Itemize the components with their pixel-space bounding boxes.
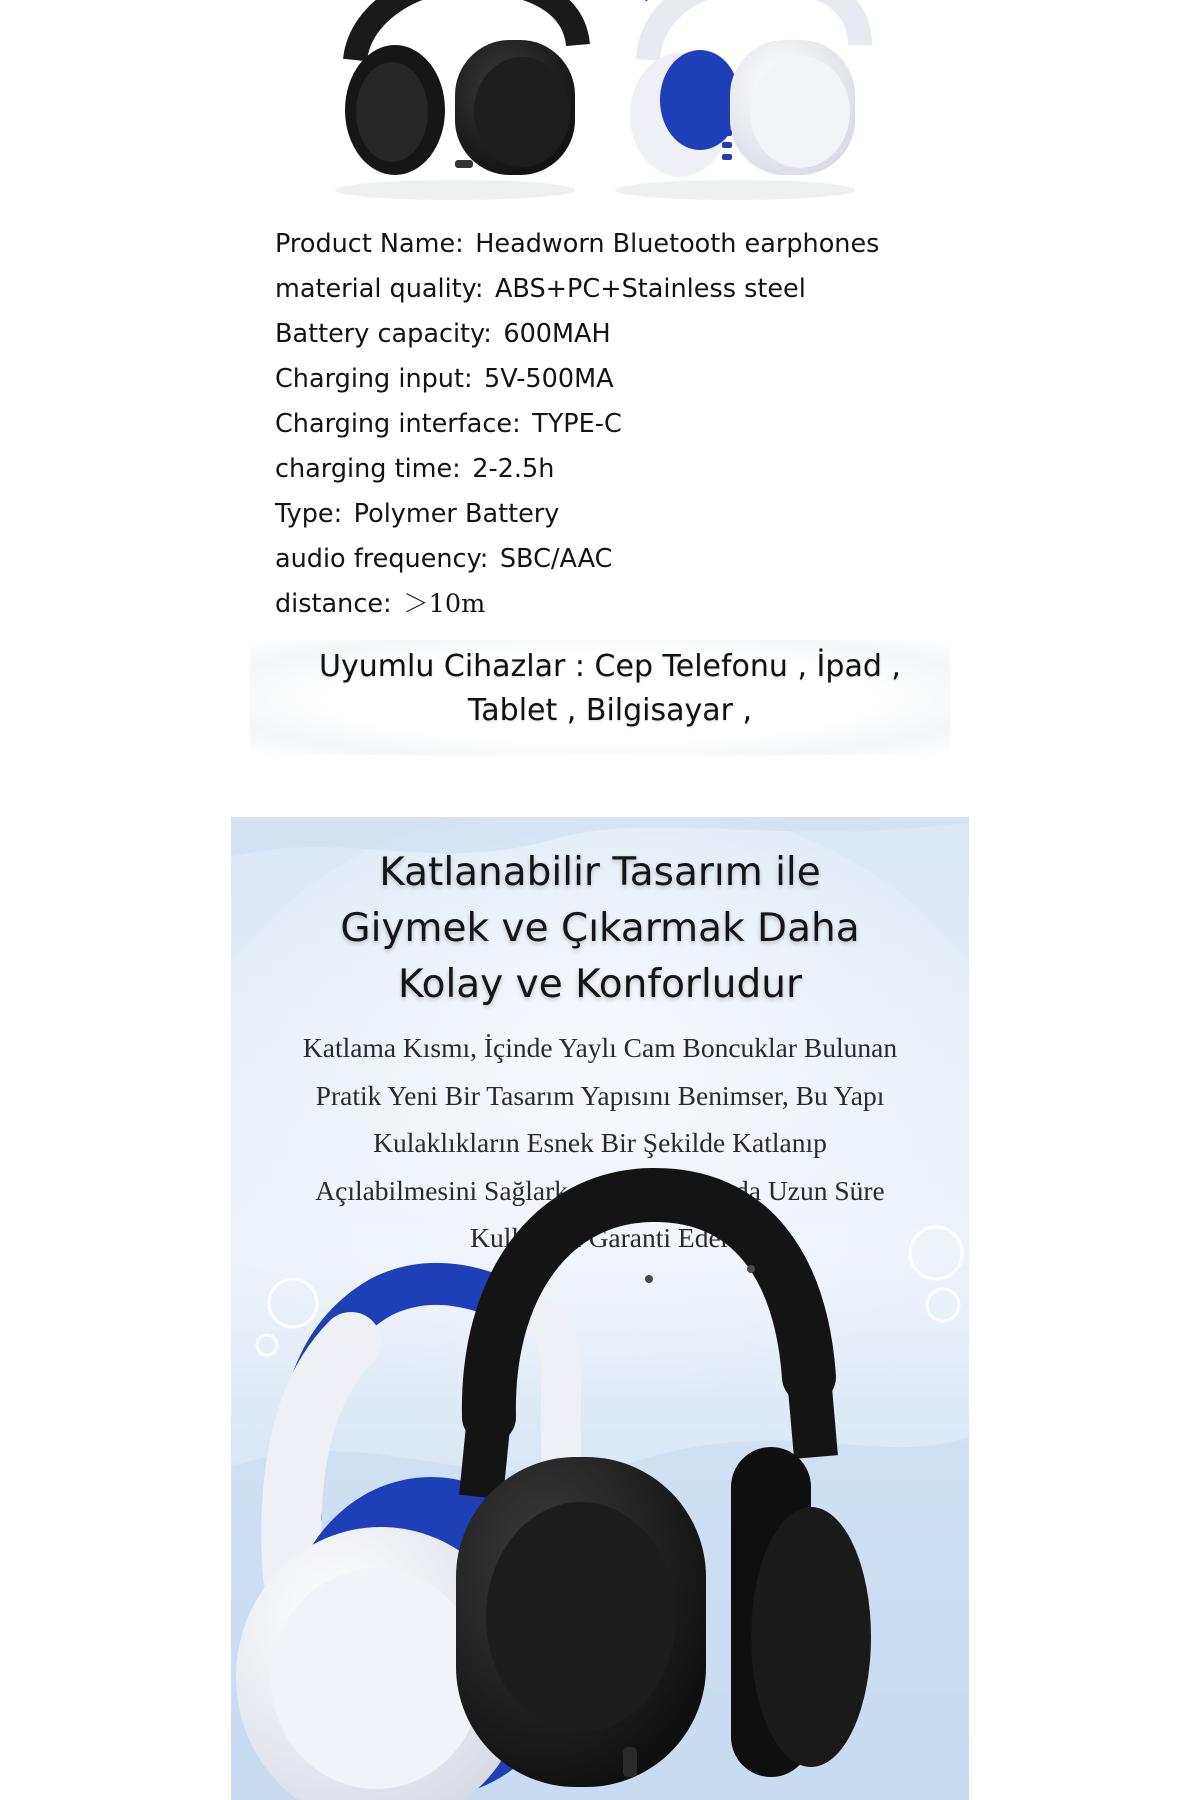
spec-row-type [275, 492, 975, 537]
feature-title-line-1: Katlanabilir Tasarım ile [379, 850, 821, 895]
spec-row-product-name [275, 222, 975, 267]
spec-label: distance: [275, 589, 392, 619]
spec-label: Charging input: [275, 364, 473, 394]
spec-label: audio frequency: [275, 544, 489, 574]
spec-row-battery-capacity [275, 312, 975, 357]
spec-label: Charging interface: [275, 409, 521, 439]
feature-description-line-2: Pratik Yeni Bir Tasarım Yapısını Benimser, Bu Yapı [315, 1079, 885, 1111]
spec-row-charging-input [275, 357, 975, 402]
spec-label: material quality: [275, 274, 484, 304]
spec-list [275, 222, 975, 627]
compatibility-line-1: Uyumlu Cihazlar : Cep Telefonu , İpad , [319, 649, 901, 684]
spec-value: SBC/AAC [499, 544, 613, 574]
spec-label: Product Name: [275, 229, 464, 259]
feature-description-line-1: Katlama Kısmı, İçinde Yaylı Cam Boncuklar Bulunan [302, 1032, 898, 1063]
feature-description-line-4: Açılabilmesini Sağlarken Aynı Zamanda Uzun Süre [315, 1174, 885, 1206]
spec-label: Battery capacity: [275, 319, 492, 349]
feature-title-line-2: Giymek ve Çıkarmak Daha [340, 906, 860, 951]
spec-value: Polymer Battery [353, 499, 560, 529]
product-image-folded-headphones [231, 817, 969, 1800]
compatibility-text [280, 645, 940, 733]
feature-description-line-5: Kullanımı Garanti Eder [470, 1222, 730, 1253]
spec-label: charging time: [275, 454, 461, 484]
feature-description-line-3: Kulaklıkların Esnek Bir Şekilde Katlanıp [373, 1127, 827, 1158]
spec-value: ＞10m [403, 589, 486, 619]
spec-row-material [275, 267, 975, 312]
spec-row-audio-frequency [275, 537, 975, 582]
spec-value: 5V-500MA [484, 364, 614, 394]
black-headphone-image [345, 0, 578, 175]
spec-label: Type: [275, 499, 343, 529]
white-blue-headphone-image [630, 0, 860, 177]
feature-title-line-3: Kolay ve Konforludur [397, 962, 803, 1007]
spec-value: Headworn Bluetooth earphones [475, 229, 880, 259]
spec-value: ABS+PC+Stainless steel [494, 274, 806, 304]
spec-value: 600MAH [503, 319, 611, 349]
spec-row-charging-time [275, 447, 975, 492]
black-headphone-image [456, 1195, 871, 1787]
spec-value: 2-2.5h [472, 454, 555, 484]
compatibility-line-2: Tablet , Bilgisayar , [467, 693, 753, 728]
spec-value: TYPE-C [532, 409, 622, 439]
product-image-headphones-pair [0, 0, 1200, 215]
spec-row-charging-interface [275, 402, 975, 447]
feature-panel [231, 817, 969, 1800]
spec-row-distance [275, 582, 975, 627]
